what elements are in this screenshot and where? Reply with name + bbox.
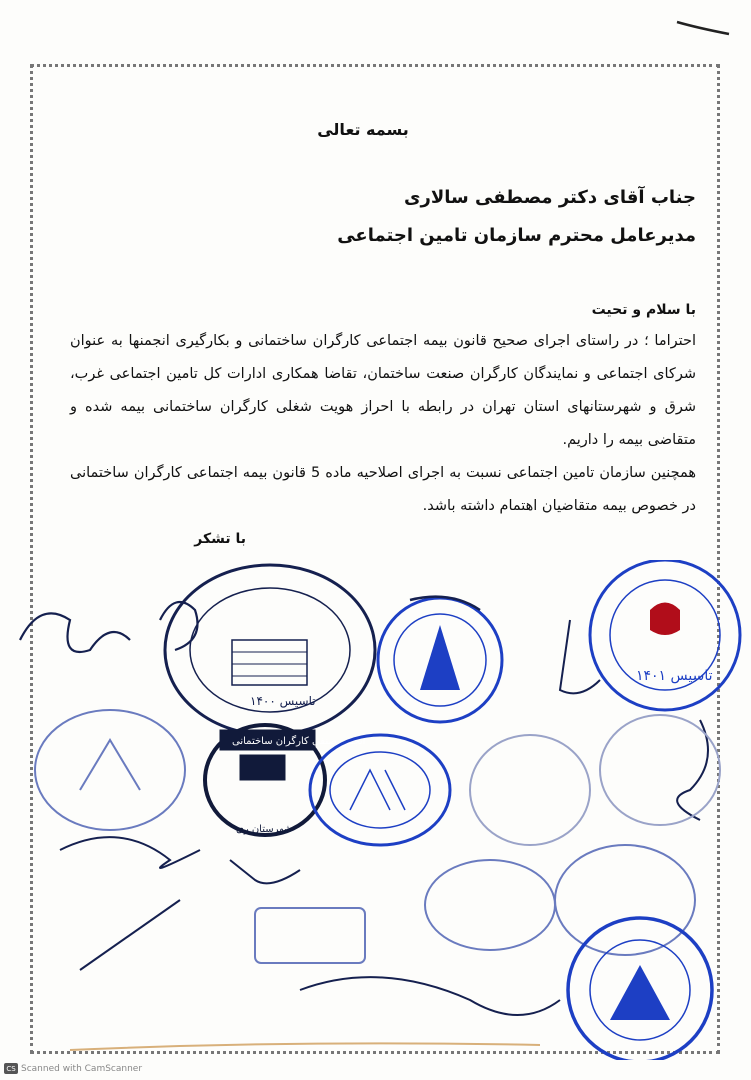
stamp-azadi-tower <box>378 597 502 722</box>
stamp-lower-center <box>255 845 695 963</box>
stamp-painters-union <box>590 560 740 710</box>
stamp-faded-left <box>35 710 185 830</box>
scanner-watermark <box>4 1063 142 1074</box>
corner-pen-mark <box>673 18 733 38</box>
stamp-faded-center <box>470 715 720 845</box>
signature-top-left <box>20 602 198 652</box>
body-paragraph-2: همچنین سازمان تامین اجتماعی نسبت به اجرای اصلاحیه ماده 5 قانون بیمه اجتماعی کارگران ساختمانی در خصوص بیمه متقاضیان اهتمام داشته باشد. <box>70 465 696 514</box>
recipient-name: جناب آقای دکتر مصطفی سالاری <box>404 187 696 208</box>
stamp-blue-union-1 <box>310 735 450 845</box>
letter-body <box>70 120 696 547</box>
svg-text:شهرستان ری: شهرستان ری <box>236 824 293 835</box>
svg-text:تاسیس ۱۴۰۱: تاسیس ۱۴۰۱ <box>636 668 713 684</box>
stamp-rey-county <box>205 725 365 835</box>
body-paragraph-1: احتراما ؛ در راستای اجرای صحیح قانون بیمه اجتماعی کارگران ساختمانی و بکارگیری انجمنها به عنوان شرکای اجتماعی و نمایندگان کارگران صنعت ساختمان، تقاضا همکاری ادارات کل تامین اجتماعی غرب، شرق و شهرستانهای استان تهران در رابطه با احراز هویت شغلی کارگران ساختمانی بیمه شده و متقاضی بیمه را داریم. <box>70 333 696 448</box>
salutation: با سلام و تحیت <box>591 302 696 318</box>
stamps-and-signatures <box>0 560 751 1060</box>
signature-bottom <box>70 977 560 1050</box>
recipient-title: مدیرعامل محترم سازمان تامین اجتماعی <box>337 225 696 246</box>
signature-lower-left <box>60 837 300 970</box>
stamp-bottom-right-blue <box>568 918 712 1060</box>
stamp-brick-wall <box>165 565 375 735</box>
letter-heading: بسمه تعالی <box>317 120 409 139</box>
svg-text:تاسیس ۱۴۰۰: تاسیس ۱۴۰۰ <box>250 694 316 708</box>
svg-text:انجمن صنفی کارگران ساختمانی: انجمن صنفی کارگران ساختمانی <box>232 736 366 747</box>
camscanner-icon: CS <box>4 1063 18 1074</box>
scanner-text: Scanned with CamScanner <box>21 1063 143 1074</box>
closing-thanks: با تشکر <box>194 531 246 547</box>
